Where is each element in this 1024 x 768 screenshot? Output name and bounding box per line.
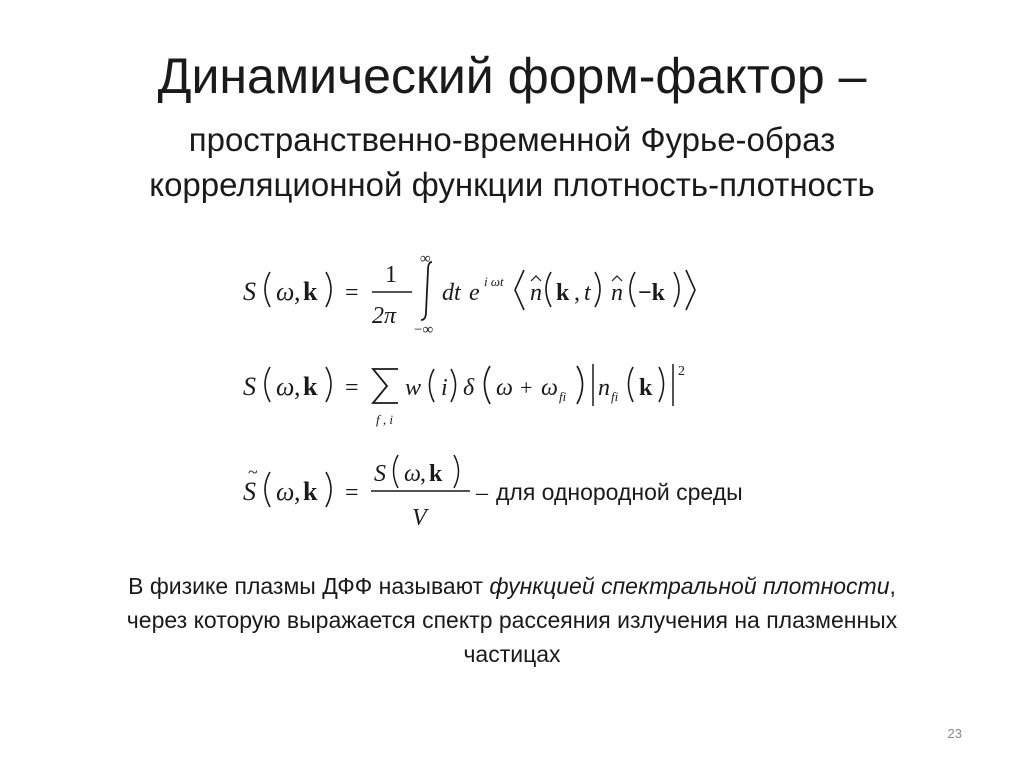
f3-note: для однородной среды	[496, 479, 743, 505]
f3-tilde: ~	[248, 462, 258, 482]
slide-subtitle-line-1: пространственно-временной Фурье-образ	[188, 121, 836, 158]
f2-paren-right	[326, 367, 331, 402]
f1-dt: dt	[442, 280, 461, 306]
f2-omega-fi-subscript: fi	[559, 389, 567, 404]
slide-title: Динамический форм-фактор –	[157, 48, 867, 104]
f2-paren-left-4	[629, 367, 634, 402]
f1-n-hat: n	[530, 280, 542, 306]
f1-frac-denominator: 2π	[372, 303, 397, 329]
f2-paren-left	[265, 367, 270, 402]
f2-power: 2	[678, 364, 685, 379]
f1-paren-right-2	[595, 272, 600, 307]
f2-paren-left-3	[485, 366, 491, 404]
f1-paren-right	[326, 272, 331, 307]
f2-k-2: k	[639, 375, 653, 401]
f3-num-comma: ,	[420, 461, 426, 487]
f1-exponent: i ωt	[484, 274, 504, 289]
f1-n-hat-2: n	[611, 280, 623, 306]
body-term-italic: функцией спектральной плотности	[489, 573, 890, 599]
f3-omega: ω	[276, 477, 295, 506]
f1-k2: k	[556, 280, 570, 306]
body-paragraph-line-1	[0, 569, 1024, 603]
body-paragraph-line-2: через которую выражается спектр рассеяния излучения на плазменных	[126, 607, 898, 633]
f2-S: S	[243, 372, 256, 401]
f2-paren-right-4	[659, 367, 664, 402]
f2-omega: ω	[276, 372, 295, 401]
f1-int-lower-limit: −∞	[414, 322, 434, 338]
body-line1-post: ,	[889, 573, 896, 599]
f1-angle-right	[686, 270, 695, 310]
f3-paren-right	[326, 472, 331, 507]
f2-comma: ,	[294, 372, 301, 401]
f1-omega: ω	[276, 277, 295, 306]
f1-k: k	[303, 277, 318, 306]
f2-i: i	[441, 375, 448, 401]
f3-paren-left	[265, 472, 270, 507]
formula-normalized-structure-factor	[243, 455, 743, 531]
f1-int-upper-limit: ∞	[420, 251, 431, 267]
f3-dash: –	[476, 480, 488, 506]
slide-subtitle-line-2: корреляционной функции плотность-плотность	[149, 166, 875, 203]
f2-sum-subscript: f , i	[376, 412, 393, 427]
f2-omega-2: ω	[496, 375, 513, 401]
f3-num-paren-right	[454, 455, 459, 488]
f2-n-subscript: fi	[611, 389, 619, 404]
f1-frac-numerator: 1	[385, 262, 397, 288]
f3-den: V	[412, 505, 427, 531]
f1-paren-left	[265, 272, 270, 307]
f1-e: e	[469, 280, 480, 306]
f3-S-tilde: S	[243, 477, 256, 506]
sum-sign	[373, 369, 398, 403]
f1-comma2: ,	[574, 280, 580, 306]
f2-omega-fi: ω	[541, 375, 558, 401]
f1-equals: =	[345, 280, 359, 306]
f2-n: n	[598, 375, 610, 401]
body-paragraph-line-3: частицах	[463, 641, 561, 667]
f2-paren-right-2	[451, 369, 456, 402]
f2-paren-right-3	[577, 366, 583, 404]
f2-delta: δ	[463, 375, 475, 401]
f1-angle-left	[515, 270, 524, 310]
f2-k: k	[303, 372, 318, 401]
f3-num-omega: ω	[404, 461, 421, 487]
formula-structure-factor-integral	[243, 251, 695, 338]
f2-plus: +	[520, 375, 533, 400]
f1-t: t	[584, 280, 591, 306]
f1-minus-k: −k	[638, 280, 666, 306]
integral-sign	[421, 262, 432, 320]
f3-comma: ,	[294, 477, 301, 506]
formula-structure-factor-sum	[243, 364, 685, 427]
f2-equals: =	[345, 375, 359, 401]
f1-comma: ,	[294, 277, 301, 306]
f2-paren-left-2	[430, 369, 435, 402]
f3-num-paren-left	[394, 455, 399, 488]
page-number: 23	[947, 726, 962, 741]
f3-num-S: S	[374, 461, 386, 487]
f3-equals: =	[345, 480, 359, 506]
f1-paren-left-2	[546, 272, 551, 307]
f1-paren-left-3	[630, 272, 635, 307]
f1-paren-right-3	[674, 272, 679, 307]
f2-w: w	[405, 375, 422, 401]
f3-k: k	[303, 477, 318, 506]
f1-S: S	[243, 277, 256, 306]
f3-num-k: k	[429, 461, 443, 487]
body-line1-pre: В физике плазмы ДФФ называют	[128, 573, 490, 599]
